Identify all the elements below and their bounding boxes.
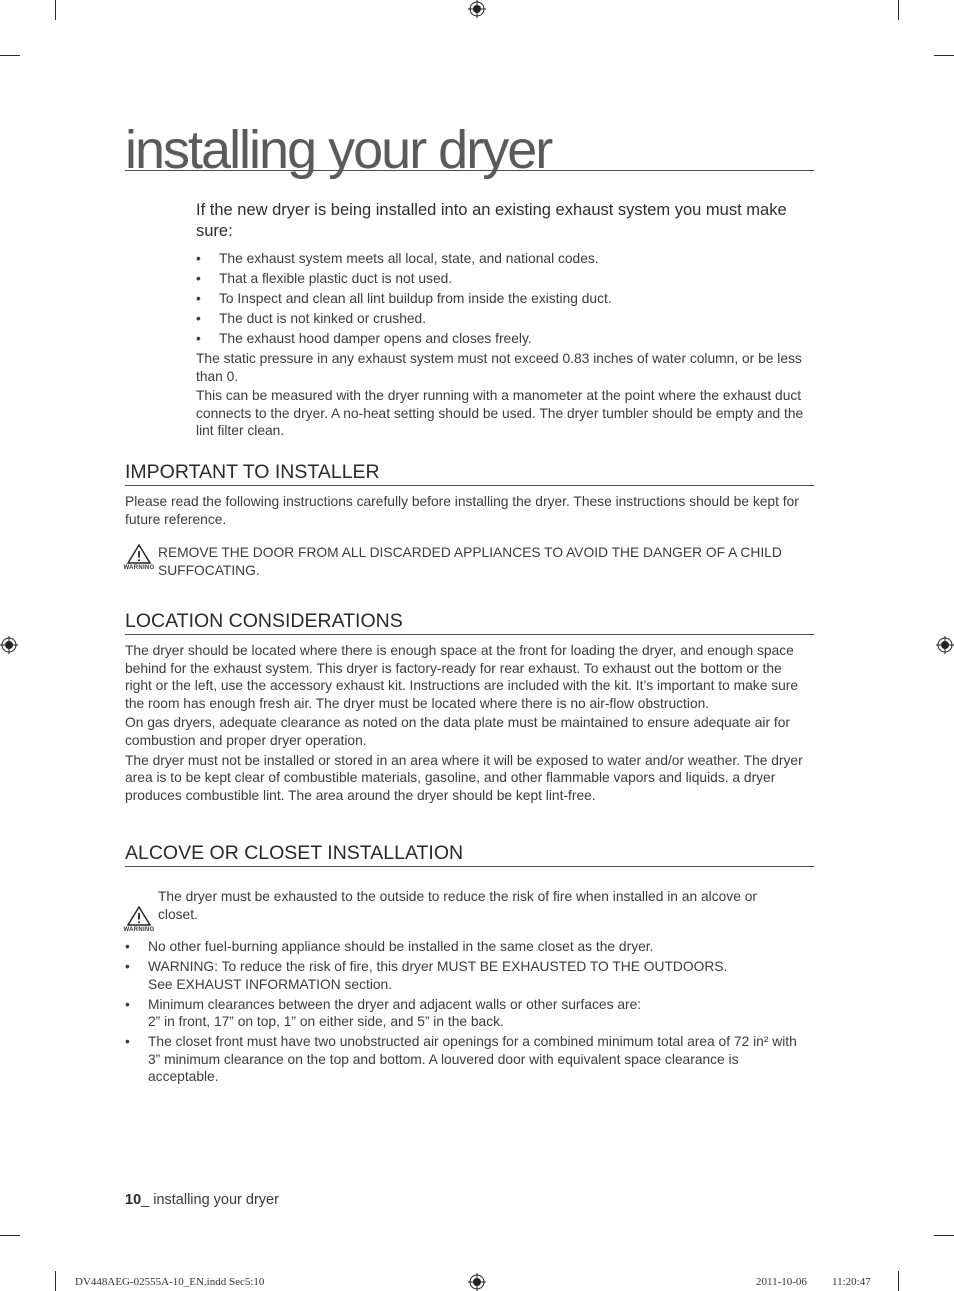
section-heading-alcove: ALCOVE OR CLOSET INSTALLATION xyxy=(125,841,814,867)
section-heading-location: LOCATION CONSIDERATIONS xyxy=(125,609,814,635)
registration-mark-icon xyxy=(468,0,486,18)
slug-file: DV448AEG-02555A-10_EN.indd Sec5:10 xyxy=(75,1276,265,1288)
manometer-paragraph: This can be measured with the dryer running with a manometer at the point where the exhaust duct connects to the dryer. A no-heat setting should be used. The dryer tumbler should be empty and the lint filter clean. xyxy=(196,388,804,439)
location-paragraph: The dryer should be located where there is enough space at the front for loading the dryer, and enough space behind for the exhaust system. This dryer is factory-ready for rear exhaust. To exhaust out the bottom or the right or the left, use the accessory exhaust kit. Instructions are included with the kit. It’s important to make sure the room has enough fresh air. The dryer must be located where there is no air-flow obstruction. xyxy=(125,643,799,711)
list-item: • The exhaust system meets all local, state, and national codes. xyxy=(196,250,812,268)
static-pressure-paragraph: The static pressure in any exhaust system must not exceed 0.83 inches of water column, or be less than 0. xyxy=(196,350,802,384)
crop-mark xyxy=(898,0,899,20)
alcove-bullet-list xyxy=(125,938,811,1088)
list-item xyxy=(125,938,811,956)
list-item: • The duct is not kinked or crushed. xyxy=(196,310,812,328)
list-item: • The exhaust hood damper opens and closes freely. xyxy=(196,330,812,348)
crop-mark xyxy=(55,0,56,20)
crop-mark xyxy=(55,1271,56,1291)
warning-text: The dryer must be exhausted to the outside to reduce the risk of fire when installed in an alcove or closet. xyxy=(158,889,757,922)
list-item-text: The closet front must have two unobstructed air openings for a combined minimum total area of 72 in² with 3” minimum clearance on the top and bottom. A louvered door with equivalent space clearance is acceptable. xyxy=(148,1034,797,1085)
crop-mark xyxy=(898,1271,899,1291)
location-paragraph: On gas dryers, adequate clearance as noted on the data plate must be maintained to ensure adequate air for combustion and proper dryer operation. xyxy=(125,715,790,748)
warning-triangle-icon xyxy=(127,544,151,564)
list-item-text: Minimum clearances between the dryer and adjacent walls or other surfaces are: xyxy=(148,996,642,1012)
list-item: • To Inspect and clean all lint buildup from inside the existing duct. xyxy=(196,290,812,308)
intro-section xyxy=(196,200,812,442)
page-number: 10 xyxy=(125,1192,142,1208)
section-heading-important: IMPORTANT TO INSTALLER xyxy=(125,460,814,486)
location-body xyxy=(125,642,811,806)
intro-lead: If the new dryer is being installed into an existing exhaust system you must make sure: xyxy=(196,201,787,240)
list-item: • That a flexible plastic duct is not used. xyxy=(196,270,812,288)
page-footer-label: _ installing your dryer xyxy=(141,1192,279,1208)
important-body: Please read the following instructions carefully before installing the dryer. These instructions should be kept for future reference. xyxy=(125,494,799,527)
location-paragraph: The dryer must not be installed or stored in an area where it will be exposed to water and/or weather. The dryer area is to be kept clear of combustible materials, gasoline, and other flammable vapors and liquids. a dryer produces combustible lint. The area around the dryer should be kept lint-free. xyxy=(125,752,803,803)
slug-date: 2011-10-06 xyxy=(756,1276,807,1288)
crop-mark xyxy=(0,1235,20,1236)
list-item-text: 2” in front, 17” on top, 1” on either side, and 5” in the back. xyxy=(148,1014,504,1030)
crop-mark xyxy=(0,55,20,56)
warning-box xyxy=(122,544,812,579)
list-item xyxy=(125,996,811,1031)
warning-text: REMOVE THE DOOR FROM ALL DISCARDED APPLIANCES TO AVOID THE DANGER OF A CHILD SUFFOCATING. xyxy=(158,545,782,578)
page-title: installing your dryer xyxy=(125,118,814,171)
warning-icon-group xyxy=(122,888,156,933)
warning-box xyxy=(122,888,812,933)
list-item xyxy=(125,1033,811,1086)
warning-triangle-icon xyxy=(127,906,151,926)
page-footer xyxy=(125,1192,279,1208)
list-item-text: No other fuel-burning appliance should be installed in the same closet as the dryer. xyxy=(148,939,654,954)
list-item-text: See EXHAUST INFORMATION section. xyxy=(148,976,393,992)
list-item-text: WARNING: To reduce the risk of fire, this dryer MUST BE EXHAUSTED TO THE OUTDOORS. xyxy=(148,958,728,974)
crop-mark xyxy=(934,1235,954,1236)
warning-label: WARNING xyxy=(123,565,155,571)
warning-icon-group xyxy=(122,544,156,579)
registration-mark-icon xyxy=(936,636,954,654)
warning-label: WARNING xyxy=(123,927,155,933)
intro-bullet-list xyxy=(196,250,812,348)
list-item xyxy=(125,958,811,993)
crop-mark xyxy=(934,55,954,56)
registration-mark-icon xyxy=(468,1273,486,1291)
registration-mark-icon xyxy=(0,636,18,654)
slug-time: 11:20:47 xyxy=(832,1276,871,1288)
